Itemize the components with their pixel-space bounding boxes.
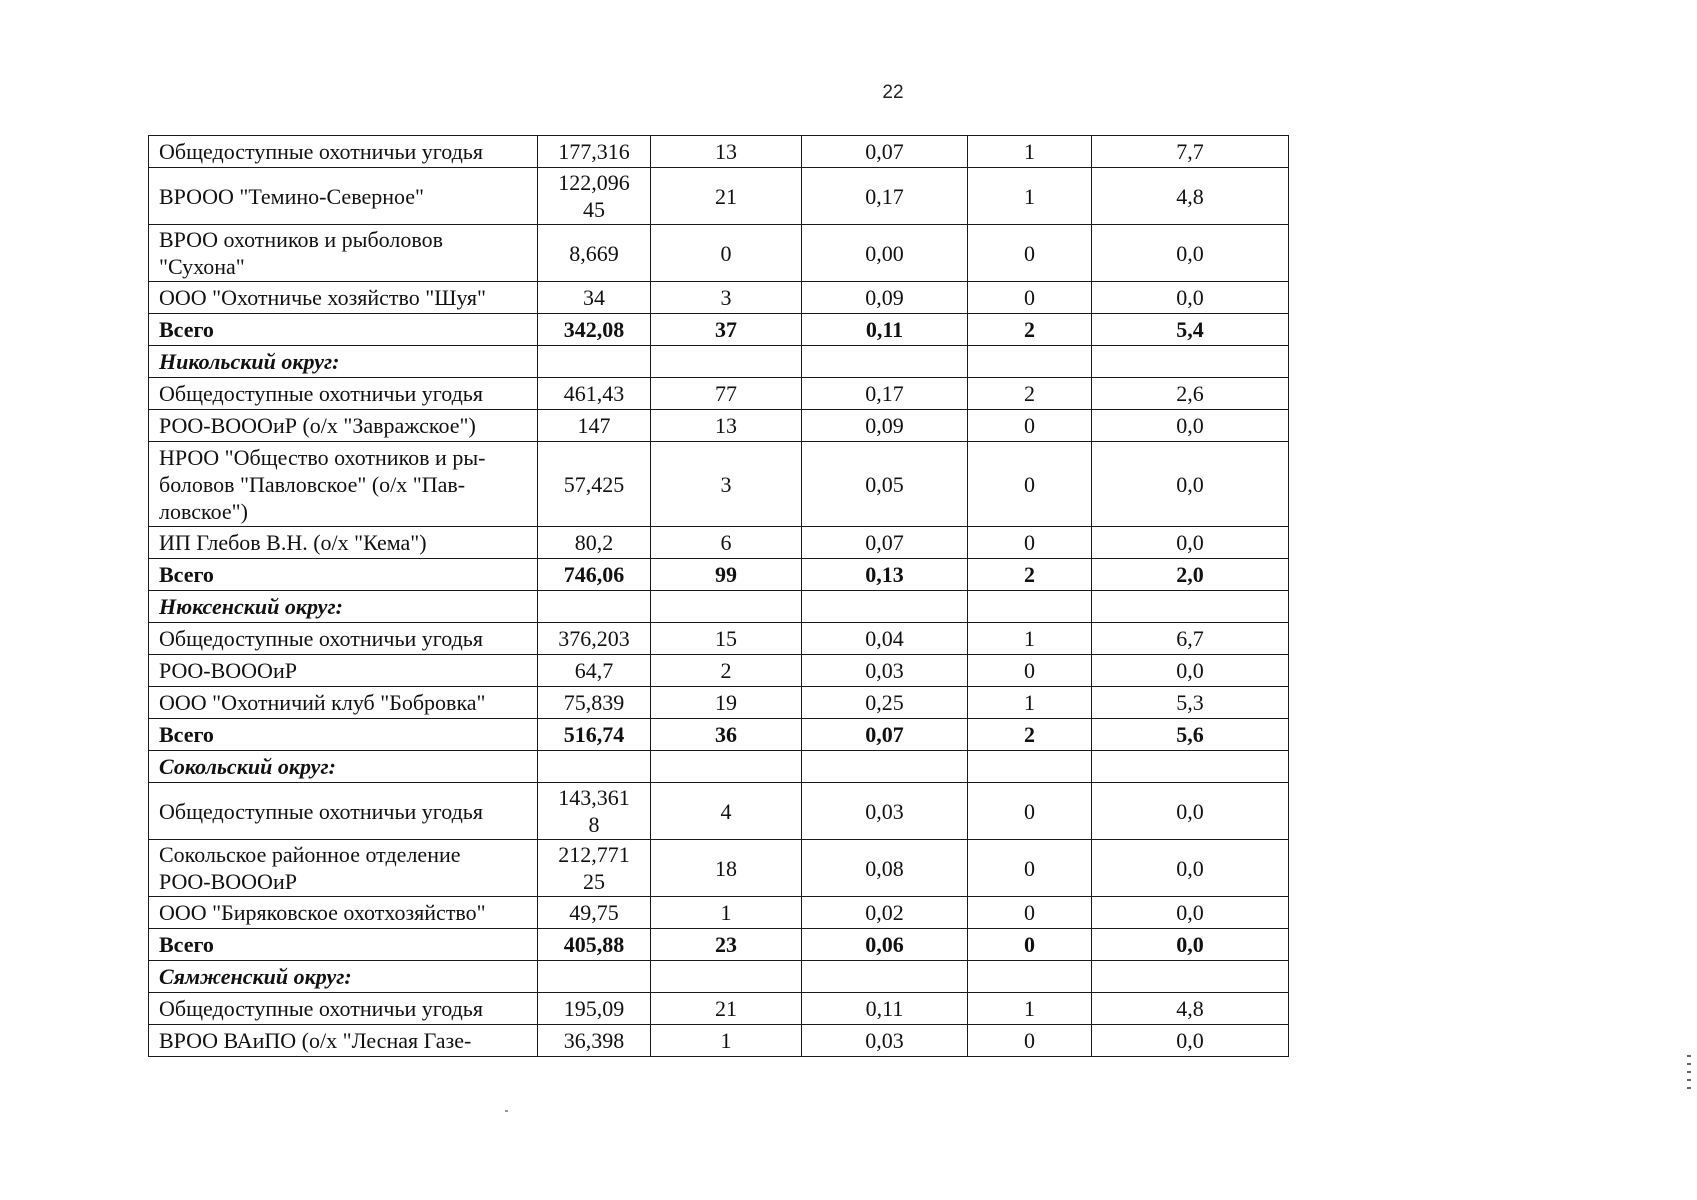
cell-harvest: 0 <box>968 1025 1092 1057</box>
cell-density: 0,02 <box>802 897 968 929</box>
cell-percent: 0,0 <box>1092 527 1289 559</box>
cell-area: 34 <box>538 282 651 314</box>
cell-area <box>538 751 651 783</box>
cell-harvest: 2 <box>968 559 1092 591</box>
cell-percent: 0,0 <box>1092 1025 1289 1057</box>
table-row <box>149 168 1289 225</box>
cell-harvest: 2 <box>968 719 1092 751</box>
cell-count <box>651 591 802 623</box>
table-row <box>149 897 1289 929</box>
cell-count: 2 <box>651 655 802 687</box>
district-row <box>149 346 1289 378</box>
cell-percent: 0,0 <box>1092 929 1289 961</box>
cell-name: ВРОО охотников и рыболовов "Сухона" <box>149 225 538 282</box>
cell-area: 57,425 <box>538 442 651 527</box>
cell-harvest <box>968 751 1092 783</box>
cell-count: 77 <box>651 378 802 410</box>
cell-count <box>651 751 802 783</box>
cell-harvest <box>968 961 1092 993</box>
cell-count: 23 <box>651 929 802 961</box>
cell-density <box>802 591 968 623</box>
cell-harvest: 1 <box>968 623 1092 655</box>
cell-harvest: 0 <box>968 929 1092 961</box>
cell-area: 195,09 <box>538 993 651 1025</box>
cell-count: 13 <box>651 410 802 442</box>
cell-density: 0,09 <box>802 282 968 314</box>
cell-count: 13 <box>651 136 802 168</box>
cell-harvest: 0 <box>968 897 1092 929</box>
cell-area: 143,361 8 <box>538 783 651 840</box>
cell-area <box>538 591 651 623</box>
cell-harvest: 2 <box>968 314 1092 346</box>
table-row <box>149 783 1289 840</box>
cell-count: 3 <box>651 282 802 314</box>
cell-percent: 7,7 <box>1092 136 1289 168</box>
table-row <box>149 623 1289 655</box>
cell-harvest: 0 <box>968 225 1092 282</box>
cell-name: Сямженский округ: <box>149 961 538 993</box>
cell-density: 0,07 <box>802 527 968 559</box>
cell-name: Всего <box>149 559 538 591</box>
cell-area: 405,88 <box>538 929 651 961</box>
cell-name: Общедоступные охотничьи угодья <box>149 993 538 1025</box>
cell-area: 36,398 <box>538 1025 651 1057</box>
cell-percent: 0,0 <box>1092 225 1289 282</box>
table-row <box>149 410 1289 442</box>
hunting-grounds-table <box>148 135 1289 1057</box>
cell-name: ООО "Биряковское охотхозяйство" <box>149 897 538 929</box>
cell-count <box>651 961 802 993</box>
cell-count: 21 <box>651 168 802 225</box>
table-row <box>149 840 1289 897</box>
cell-name: Сокольский округ: <box>149 751 538 783</box>
cell-density: 0,00 <box>802 225 968 282</box>
cell-area <box>538 961 651 993</box>
cell-name: ООО "Охотничий клуб "Бобровка" <box>149 687 538 719</box>
cell-percent: 5,3 <box>1092 687 1289 719</box>
cell-count: 4 <box>651 783 802 840</box>
table-row <box>149 993 1289 1025</box>
cell-count: 1 <box>651 897 802 929</box>
cell-count: 6 <box>651 527 802 559</box>
cell-percent: 0,0 <box>1092 655 1289 687</box>
cell-harvest: 1 <box>968 687 1092 719</box>
table-body <box>149 136 1289 1057</box>
cell-count: 3 <box>651 442 802 527</box>
cell-density <box>802 961 968 993</box>
cell-count: 15 <box>651 623 802 655</box>
cell-percent: 0,0 <box>1092 897 1289 929</box>
cell-name: Общедоступные охотничьи угодья <box>149 378 538 410</box>
cell-harvest: 1 <box>968 993 1092 1025</box>
cell-harvest: 1 <box>968 136 1092 168</box>
cell-percent: 2,6 <box>1092 378 1289 410</box>
cell-name: ИП Глебов В.Н. (о/х "Кема") <box>149 527 538 559</box>
cell-area <box>538 346 651 378</box>
page-number: 22 <box>882 82 904 103</box>
cell-area: 177,316 <box>538 136 651 168</box>
cell-harvest: 0 <box>968 783 1092 840</box>
total-row <box>149 314 1289 346</box>
cell-percent: 0,0 <box>1092 442 1289 527</box>
cell-density: 0,06 <box>802 929 968 961</box>
cell-name: Общедоступные охотничьи угодья <box>149 783 538 840</box>
cell-harvest: 0 <box>968 442 1092 527</box>
cell-density <box>802 346 968 378</box>
cell-area: 147 <box>538 410 651 442</box>
cell-name: Сокольское районное отделение РОО-ВОООиР <box>149 840 538 897</box>
district-row <box>149 751 1289 783</box>
cell-count: 37 <box>651 314 802 346</box>
cell-harvest: 1 <box>968 168 1092 225</box>
cell-density: 0,11 <box>802 314 968 346</box>
cell-count <box>651 346 802 378</box>
table-row <box>149 687 1289 719</box>
cell-name: Всего <box>149 314 538 346</box>
cell-harvest <box>968 346 1092 378</box>
cell-count: 0 <box>651 225 802 282</box>
cell-density: 0,17 <box>802 378 968 410</box>
cell-percent: 5,4 <box>1092 314 1289 346</box>
cell-name: ВРОOO "Темино-Северное" <box>149 168 538 225</box>
cell-area: 75,839 <box>538 687 651 719</box>
cell-name: РОО-ВОООиР <box>149 655 538 687</box>
cell-name: ВРОО ВАиПО (о/х "Лесная Газе- <box>149 1025 538 1057</box>
cell-area: 122,096 45 <box>538 168 651 225</box>
cell-name: РОО-ВОООиР (о/х "Завражское") <box>149 410 538 442</box>
cell-percent: 4,8 <box>1092 168 1289 225</box>
cell-density: 0,11 <box>802 993 968 1025</box>
cell-area: 8,669 <box>538 225 651 282</box>
cell-area: 64,7 <box>538 655 651 687</box>
table-row <box>149 378 1289 410</box>
table-row <box>149 136 1289 168</box>
cell-count: 19 <box>651 687 802 719</box>
cell-percent: 0,0 <box>1092 282 1289 314</box>
cell-density: 0,05 <box>802 442 968 527</box>
table-row <box>149 1025 1289 1057</box>
cell-density: 0,03 <box>802 655 968 687</box>
district-row <box>149 961 1289 993</box>
cell-density <box>802 751 968 783</box>
cell-harvest <box>968 591 1092 623</box>
cell-percent: 0,0 <box>1092 840 1289 897</box>
cell-name: Всего <box>149 719 538 751</box>
cell-area: 212,771 25 <box>538 840 651 897</box>
cell-percent: 2,0 <box>1092 559 1289 591</box>
cell-name: Общедоступные охотничьи угодья <box>149 623 538 655</box>
cell-area: 49,75 <box>538 897 651 929</box>
scan-speck <box>505 1110 508 1112</box>
cell-percent: 0,0 <box>1092 410 1289 442</box>
cell-count: 21 <box>651 993 802 1025</box>
cell-density: 0,03 <box>802 783 968 840</box>
cell-percent <box>1092 346 1289 378</box>
cell-harvest: 0 <box>968 282 1092 314</box>
cell-count: 36 <box>651 719 802 751</box>
cell-area: 746,06 <box>538 559 651 591</box>
cell-percent: 6,7 <box>1092 623 1289 655</box>
cell-area: 461,43 <box>538 378 651 410</box>
cell-density: 0,09 <box>802 410 968 442</box>
table-row <box>149 655 1289 687</box>
cell-density: 0,03 <box>802 1025 968 1057</box>
cell-density: 0,13 <box>802 559 968 591</box>
cell-density: 0,08 <box>802 840 968 897</box>
cell-name: Общедоступные охотничьи угодья <box>149 136 538 168</box>
total-row <box>149 929 1289 961</box>
cell-density: 0,07 <box>802 136 968 168</box>
cell-percent <box>1092 961 1289 993</box>
cell-harvest: 0 <box>968 655 1092 687</box>
cell-name: Нюксенский округ: <box>149 591 538 623</box>
cell-percent: 5,6 <box>1092 719 1289 751</box>
cell-name: НРОО "Общество охотников и ры- боловов "Павловское" (о/х "Пав- ловское") <box>149 442 538 527</box>
total-row <box>149 559 1289 591</box>
cell-count: 18 <box>651 840 802 897</box>
cell-area: 376,203 <box>538 623 651 655</box>
cell-harvest: 0 <box>968 527 1092 559</box>
cell-percent: 0,0 <box>1092 783 1289 840</box>
cell-name: Никольский округ: <box>149 346 538 378</box>
table-row <box>149 527 1289 559</box>
cell-percent <box>1092 751 1289 783</box>
cell-harvest: 0 <box>968 410 1092 442</box>
table-row <box>149 442 1289 527</box>
cell-density: 0,25 <box>802 687 968 719</box>
cell-density: 0,04 <box>802 623 968 655</box>
table-row <box>149 282 1289 314</box>
cell-count: 1 <box>651 1025 802 1057</box>
cell-name: Всего <box>149 929 538 961</box>
cell-percent <box>1092 591 1289 623</box>
cell-density: 0,07 <box>802 719 968 751</box>
district-row <box>149 591 1289 623</box>
cell-density: 0,17 <box>802 168 968 225</box>
cell-name: ООО "Охотничье хозяйство "Шуя" <box>149 282 538 314</box>
total-row <box>149 719 1289 751</box>
cell-area: 516,74 <box>538 719 651 751</box>
cell-percent: 4,8 <box>1092 993 1289 1025</box>
cell-harvest: 2 <box>968 378 1092 410</box>
cell-harvest: 0 <box>968 840 1092 897</box>
scan-edge-marks <box>1687 1055 1693 1125</box>
cell-area: 342,08 <box>538 314 651 346</box>
cell-count: 99 <box>651 559 802 591</box>
table-row <box>149 225 1289 282</box>
cell-area: 80,2 <box>538 527 651 559</box>
